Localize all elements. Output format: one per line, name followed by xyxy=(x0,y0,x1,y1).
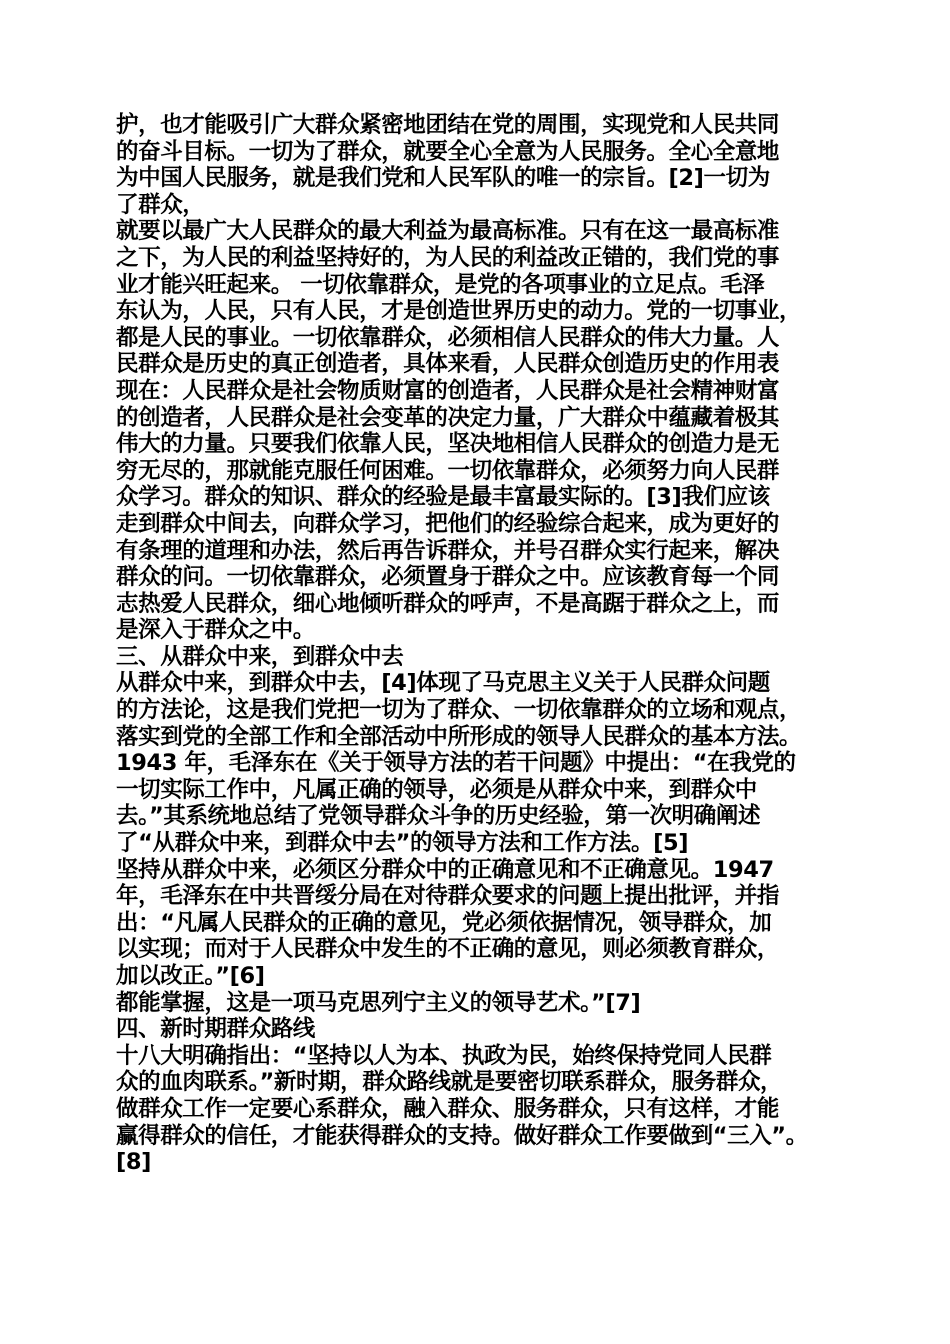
text-line: 民群众是历史的真正创造者，具体来看，人民群众创造历史的作用表 xyxy=(116,351,780,378)
text-line: 从群众中来，到群众中去，[4]体现了马克思主义关于人民群众问题 xyxy=(116,670,770,697)
text-line: 以实现；而对于人民群众中发生的不正确的意见，则必须教育群众， xyxy=(116,936,780,963)
text-line: 的创造者，人民群众是社会变革的决定力量，广大群众中蕴藏着极其 xyxy=(116,404,780,431)
text-line: 落实到党的全部工作和全部活动中所形成的领导人民群众的基本方法。 xyxy=(116,723,802,750)
text-line: 是深入于群众之中。 xyxy=(116,617,315,644)
text-line: 都能掌握，这是一项马克思列宁主义的领导艺术。”[7] xyxy=(116,989,641,1016)
text-line: 有条理的道理和办法，然后再告诉群众，并号召群众实行起来，解决 xyxy=(116,537,780,564)
text-line: 众学习。群众的知识、群众的经验是最丰富最实际的。[3]我们应该 xyxy=(116,484,770,511)
text-line: [8] xyxy=(116,1149,152,1176)
text-line: 去。”其系统地总结了党领导群众斗争的历史经验，第一次明确阐述 xyxy=(116,803,761,830)
text-line: 就要以最广大人民群众的最大利益为最高标准。只有在这一最高标准 xyxy=(116,218,780,245)
text-line: 出：“凡属人民群众的正确的意见，党必须依据情况，领导群众，加 xyxy=(116,909,772,936)
document-body xyxy=(116,112,840,1176)
text-line: 十八大明确指出：“坚持以人为本、执政为民，始终保持党同人民群 xyxy=(116,1042,772,1069)
section-heading: 三、从群众中来，到群众中去 xyxy=(116,643,404,670)
text-line: 都是人民的事业。一切依靠群众，必须相信人民群众的伟大力量。人 xyxy=(116,324,780,351)
text-line: 年，毛泽东在中共晋绥分局在对待群众要求的问题上提出批评，并指 xyxy=(116,883,780,910)
text-line: 业才能兴旺起来。 一切依靠群众，是党的各项事业的立足点。毛泽 xyxy=(116,271,765,298)
text-line: 一切实际工作中，凡属正确的领导，必须是从群众中来，到群众中 xyxy=(116,776,757,803)
text-line: 的奋斗目标。一切为了群众，就要全心全意为人民服务。全心全意地 xyxy=(116,138,780,165)
text-line: 了群众， xyxy=(116,191,205,218)
text-line: 坚持从群众中来，必须区分群众中的正确意见和不正确意见。1947 xyxy=(116,856,774,883)
text-line: 为中国人民服务，就是我们党和人民军队的唯一的宗旨。[2]一切为 xyxy=(116,165,770,192)
text-line: 现在：人民群众是社会物质财富的创造者，人民群众是社会精神财富 xyxy=(116,377,780,404)
text-line: 众的血肉联系。”新时期，群众路线就是要密切联系群众，服务群众， xyxy=(116,1069,783,1096)
text-line: 走到群众中间去，向群众学习，把他们的经验综合起来，成为更好的 xyxy=(116,510,780,537)
text-line: 伟大的力量。只要我们依靠人民，坚决地相信人民群众的创造力是无 xyxy=(116,431,780,458)
text-line: 加以改正。”[6] xyxy=(116,963,265,989)
section-heading: 四、新时期群众路线 xyxy=(116,1016,315,1043)
text-line: 护，也才能吸引广大群众紧密地团结在党的周围，实现党和人民共同 xyxy=(116,112,780,138)
text-line: 东认为，人民，只有人民，才是创造世界历史的动力。党的一切事业， xyxy=(116,298,802,325)
text-line: 1943 年，毛泽东在《关于领导方法的若干问题》中提出：“在我党的 xyxy=(116,750,796,777)
text-line: 志热爱人民群众，细心地倾听群众的呼声，不是高踞于群众之上，而 xyxy=(116,590,780,617)
text-line: 的方法论，这是我们党把一切为了群众、一切依靠群众的立场和观点， xyxy=(116,697,802,724)
text-line: 了“从群众中来，到群众中去”的领导方法和工作方法。[5] xyxy=(116,830,689,857)
text-line: 穷无尽的，那就能克服任何困难。一切依靠群众，必须努力向人民群 xyxy=(116,457,780,484)
text-line: 赢得群众的信任，才能获得群众的支持。做好群众工作要做到“三入”。 xyxy=(116,1122,808,1149)
text-line: 之下，为人民的利益坚持好的，为人民的利益改正错的，我们党的事 xyxy=(116,244,780,271)
text-line: 做群众工作一定要心系群众，融入群众、服务群众，只有这样，才能 xyxy=(116,1095,780,1122)
text-line: 群众的问。一切依靠群众，必须置身于群众之中。应该教育每一个同 xyxy=(116,564,780,591)
